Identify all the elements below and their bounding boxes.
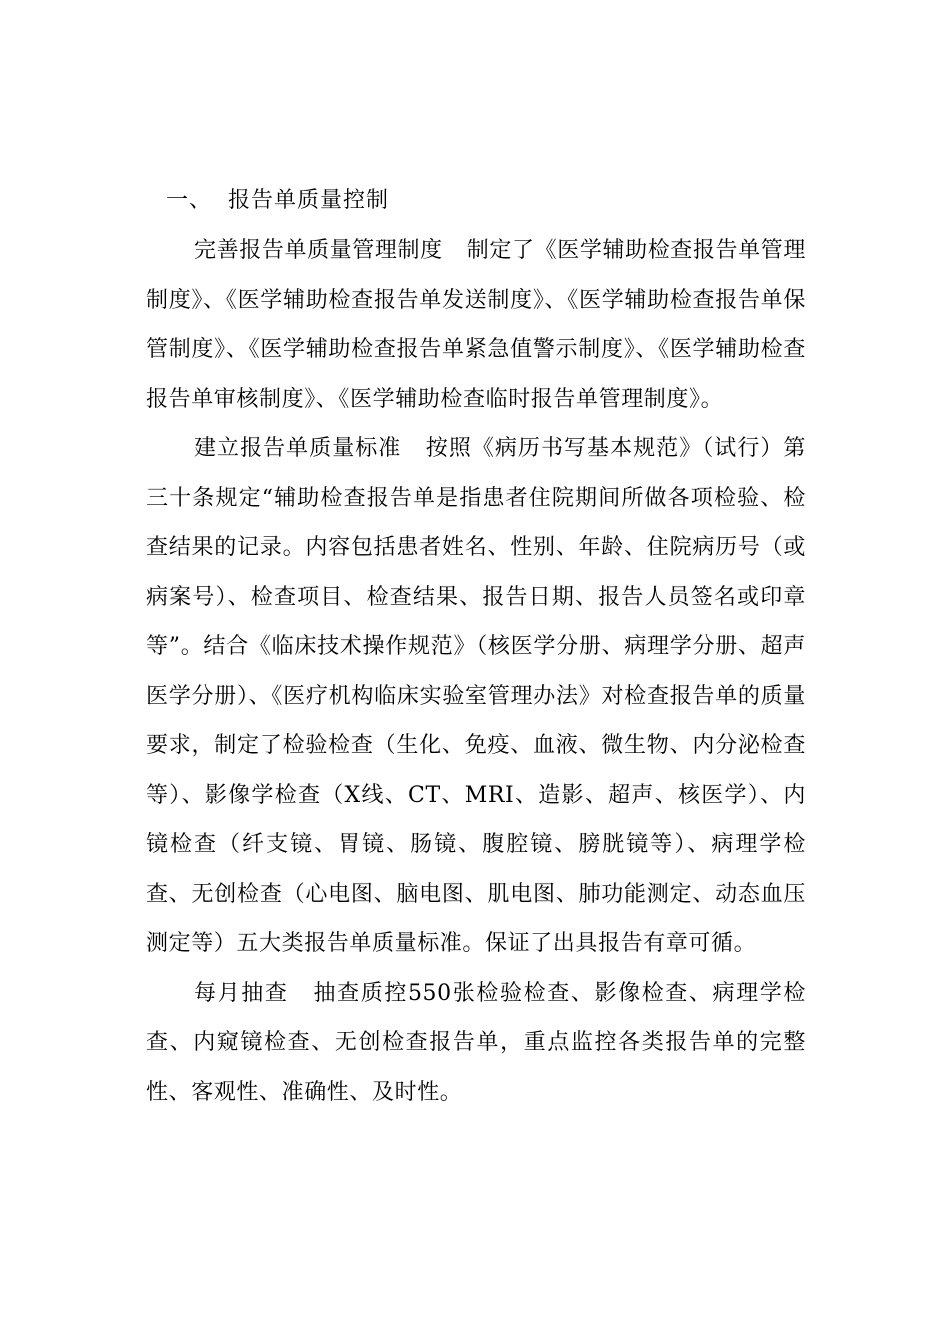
paragraph-text: 制定了《医学辅助检查报告单管理制度》、《医学辅助检查报告单发送制度》、《医学辅助检查报告单保管制度》、《医学辅助检查报告单紧急值警示制度》、《医学辅助检查报告单审核制度》、《医学辅助检查临时报告单管理制度》。 [146, 238, 806, 412]
section-number: 一、 [166, 188, 213, 213]
section-heading [166, 186, 389, 216]
paragraph-regulations [146, 226, 806, 424]
document-body [146, 226, 806, 1117]
paragraph-standards [146, 424, 806, 969]
paragraph-text: 抽查质控550张检验检查、影像检查、病理学检查、内窥镜检查、无创检查报告单，重点监控各类报告单的完整性、客观性、准确性、及时性。 [146, 980, 806, 1105]
section-title: 报告单质量控制 [228, 188, 390, 213]
paragraph-lead: 建立报告单质量标准 [194, 436, 402, 461]
paragraph-lead: 完善报告单质量管理制度 [194, 238, 443, 263]
paragraph-text: 按照《病历书写基本规范》（试行）第三十条规定“辅助检查报告单是指患者住院期间所做各项检验、检查结果的记录。内容包括患者姓名、性别、年龄、住院病历号（或病案号）、检查项目、检查结果、报告日期、报告人员签名或印章等”。结合《临床技术操作规范》（核医学分册、病理学分册、超声医学分册）、《医疗机构临床实验室管理办法》对检查报告单的质量要求，制定了检验检查（生化、免疫、血液、微生物、内分泌检查等）、影像学检查（X线、CT、MRI、造影、超声、核医学）、内镜检查（纤支镜、胃镜、肠镜、腹腔镜、膀胱镜等）、病理学检查、无创检查（心电图、脑电图、肌电图、肺功能测定、动态血压测定等）五大类报告单质量标准。保证了出具报告有章可循。 [146, 436, 806, 956]
paragraph-lead: 每月抽查 [194, 980, 289, 1006]
paragraph-monthly-check [146, 969, 806, 1118]
